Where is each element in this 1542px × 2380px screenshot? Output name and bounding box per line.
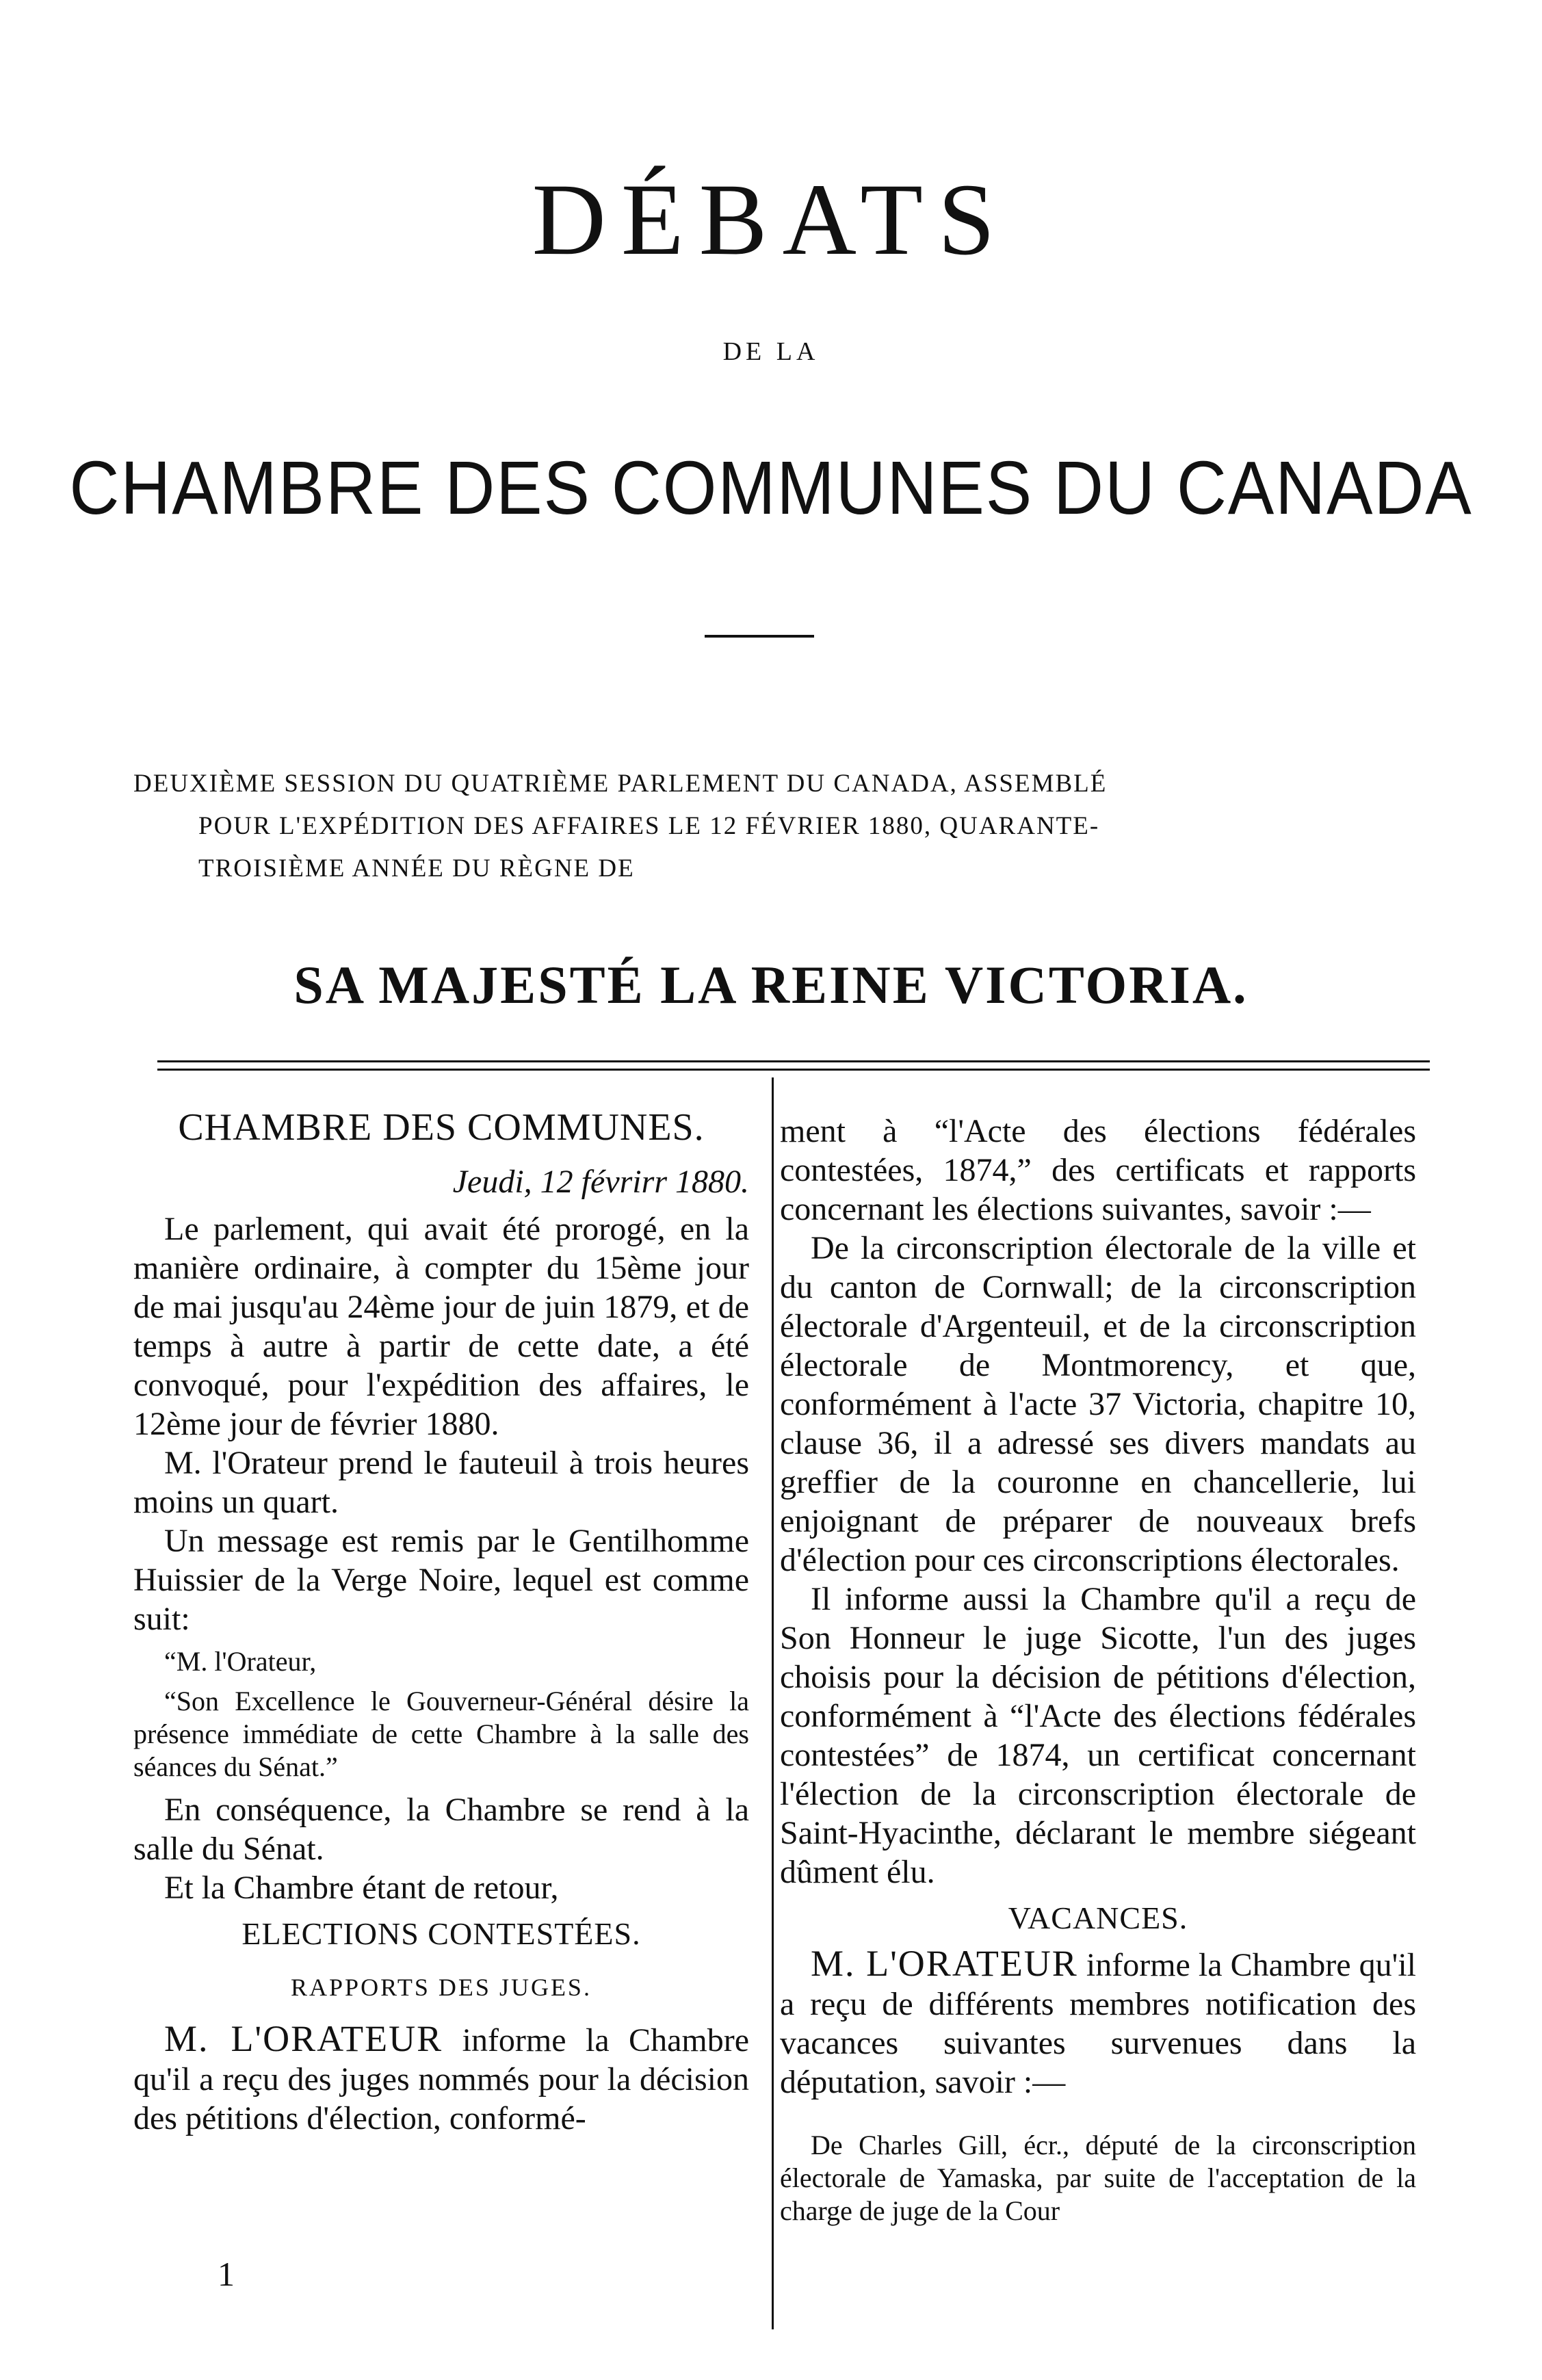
title-rule	[705, 635, 814, 638]
paragraph-prorogation: Le parlement, qui avait été prorogé, en la manière ordinaire, à compter du 15ème jour de mai jusqu'au 24ème jour de juin 1879, et de temps à autre à partir de cette date, a été convoqué, pour l'expédition des affaires, le 12ème jour de février 1880.	[133, 1211, 749, 1442]
paragraph-charles-gill: De Charles Gill, écr., député de la circonscription électorale de Yamaska, par suite de l'acceptation de la charge de juge de la Cour	[780, 2130, 1416, 2226]
paragraph-message: Un message est remis par le Gentilhomme Huissier de la Verge Noire, lequel est comme suit:	[133, 1523, 749, 1637]
session-line-3: TROISIÈME ANNÉE DU RÈGNE DE	[198, 854, 635, 882]
session-statement	[133, 763, 1426, 890]
paragraph-speaker-chair: M. l'Orateur prend le fauteuil à trois heures moins un quart.	[133, 1445, 749, 1520]
speaker-statement: informe la Chambre qu'il a reçu des juges nommés pour la décision des pétitions d'élection, conformé-	[133, 2022, 749, 2136]
speaker-name-2: M. L'ORATEUR	[811, 1943, 1078, 1984]
document-title: DÉBATS	[532, 163, 1010, 276]
column-divider	[772, 1077, 774, 2329]
header-rule-bottom	[157, 1069, 1430, 1071]
header-rule-top	[157, 1060, 1430, 1062]
sovereign-heading: SA MAJESTÉ LA REINE VICTORIA.	[293, 955, 1249, 1015]
quote-governor-general: “Son Excellence le Gouverneur-Général désire la présence immédiate de cette Chambre à la salle des séances du Sénat.”	[133, 1686, 749, 1782]
paragraph-vacancies	[780, 1944, 1416, 2102]
speaker-statement-2: informe la Chambre qu'il a reçu de différents membres notification des vacances suivantes survenues dans la députation, savoir :—	[780, 1947, 1416, 2100]
paragraph-sicotte: Il informe aussi la Chambre qu'il a reçu de Son Honneur le juge Sicotte, l'un des juges choisis pour la décision de pétitions d'élection, conformément à “l'Acte des élections fédérales contestées” de 1874, un certificat concernant l'élection de la circonscription électorale de Saint-Hyacinthe, déclarant le membre siégeant dûment élu.	[780, 1581, 1416, 1890]
title-connector: DE LA	[722, 337, 820, 366]
quote-salutation: “M. l'Orateur,	[164, 1646, 317, 1677]
section-heading-elections: ELECTIONS CONTESTÉES.	[241, 1916, 641, 1951]
paragraph-continuation: ment à “l'Acte des élections fédérales contestées, 1874,” des certificats et rapports concernant les élections suivantes, savoir :—	[780, 1113, 1416, 1227]
section-heading-chambre: CHAMBRE DES COMMUNES.	[178, 1106, 705, 1149]
page-number: 1	[218, 2255, 235, 2293]
right-column	[780, 1112, 1416, 2255]
institution-title: CHAMBRE DES COMMUNES DU CANADA	[69, 446, 1473, 530]
section-heading-vacances: VACANCES.	[1008, 1900, 1188, 1935]
paragraph-return: Et la Chambre étant de retour,	[164, 1870, 559, 1906]
sitting-date: Jeudi, 12 févrirr 1880.	[452, 1164, 749, 1200]
session-line-1: DEUXIÈME SESSION DU QUATRIÈME PARLEMENT DU CANADA, ASSEMBLÉ	[133, 770, 1108, 798]
paragraph-speaker-informs	[133, 2019, 749, 2138]
speaker-name: M. L'ORATEUR	[164, 2018, 443, 2059]
session-line-2: POUR L'EXPÉDITION DES AFFAIRES LE 12 FÉVRIER 1880, QUARANTE-	[198, 812, 1100, 840]
paragraph-senate: En conséquence, la Chambre se rend à la salle du Sénat.	[133, 1792, 749, 1867]
left-column	[133, 1108, 749, 2138]
subheading-rapports: RAPPORTS DES JUGES.	[291, 1974, 592, 2001]
paragraph-circonscriptions: De la circonscription électorale de la ville et du canton de Cornwall; de la circonscription électorale d'Argenteuil, et de la circonscription électorale de Montmorency, et que, conformément à l'acte 37 Victoria, chapitre 10, clause 36, il a adressé ses divers mandats au greffier de la couronne en chancellerie, lui enjoignant de préparer de nouveaux brefs d'élection pour ces circonscriptions électorales.	[780, 1230, 1416, 1578]
